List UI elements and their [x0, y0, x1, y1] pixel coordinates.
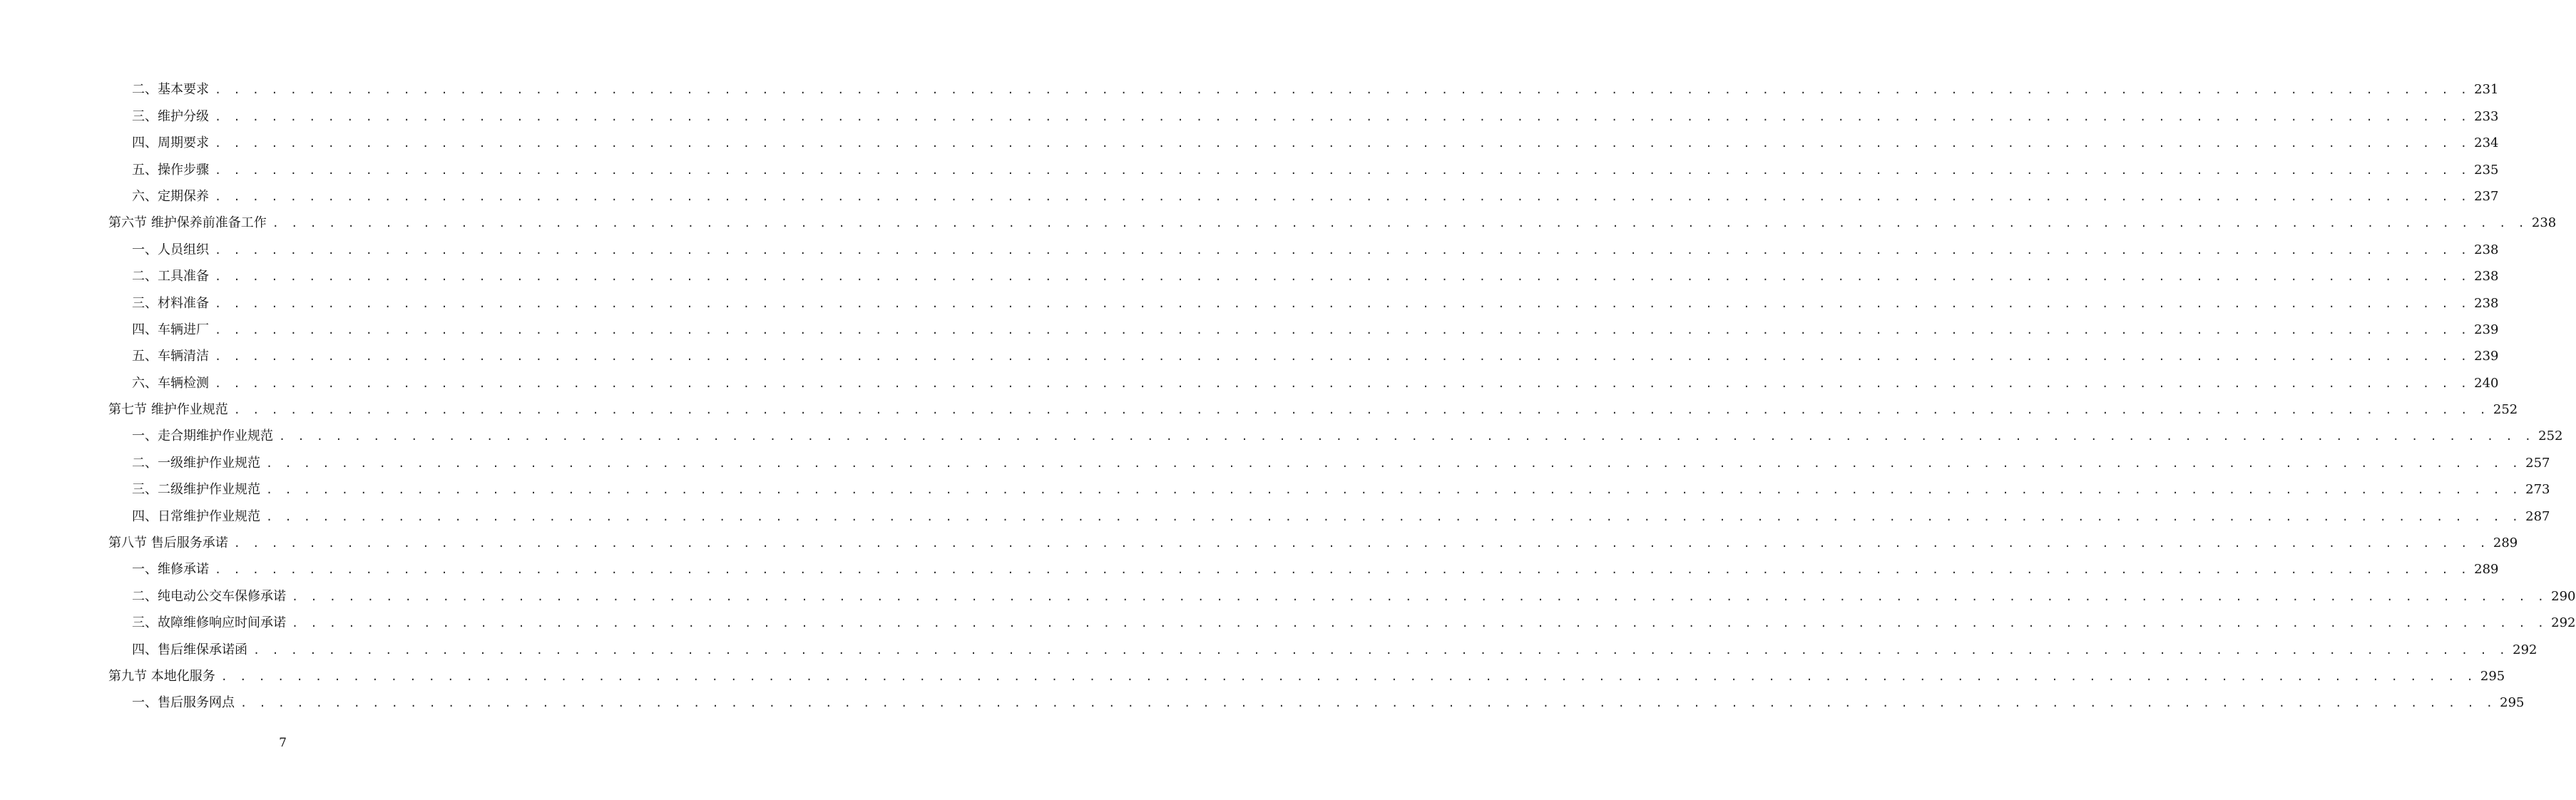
toc-dot-leader: . . . . . . . . . . . . . . . . . . . . . . . . . . . . . . . . . . . . . . . . . . . . . . . . . . . . . . . . . . . . . . . . . . . . . . . . . . . . . . . . . . . . . . . . . . . . . . . . . . . . . . . . . . . . . . . . . . . . . . . . — [253, 643, 2509, 657]
toc-entry-title: 三、二级维护作业规范 — [132, 482, 260, 498]
toc-dot-leader: . . . . . . . . . . . . . . . . . . . . . . . . . . . . . . . . . . . . . . . . . . . . . . . . . . . . . . . . . . . . . . . . . . . . . . . . . . . . . . . . . . . . . . . . . . . . . . . . . . . . . . . . . . . . . . . . . . . . . . . . — [220, 670, 2476, 683]
toc-dot-leader: . . . . . . . . . . . . . . . . . . . . . . . . . . . . . . . . . . . . . . . . . . . . . . . . . . . . . . . . . . . . . . . . . . . . . . . . . . . . . . . . . . . . . . . . . . . . . . . . . . . . . . . . . . . . . . . . . . . . . . . . — [215, 297, 2470, 310]
toc-entry-page: 295 — [2500, 695, 2525, 711]
toc-section-entry[interactable] — [108, 391, 2518, 418]
toc-subsection-entry[interactable] — [108, 312, 2499, 338]
toc-entry-page: 238 — [2474, 295, 2499, 311]
toc-entry-page: 289 — [2474, 562, 2499, 578]
toc-entry-page: 233 — [2474, 108, 2499, 124]
toc-entry-title: 二、一级维护作业规范 — [132, 455, 260, 471]
toc-entry-page: 238 — [2474, 242, 2499, 257]
toc-entry-title: 第八节 售后服务承诺 — [108, 535, 228, 551]
toc-entry-title: 第六节 维护保养前准备工作 — [108, 215, 267, 231]
toc-dot-leader: . . . . . . . . . . . . . . . . . . . . . . . . . . . . . . . . . . . . . . . . . . . . . . . . . . . . . . . . . . . . . . . . . . . . . . . . . . . . . . . . . . . . . . . . . . . . . . . . . . . . . . . . . . . . . . . . . . . . . . . . — [215, 137, 2470, 150]
toc-entry-title: 第九节 本地化服务 — [108, 668, 215, 684]
toc-subsection-entry[interactable] — [108, 444, 2550, 471]
toc-subsection-entry[interactable] — [108, 364, 2499, 391]
toc-subsection-entry[interactable] — [108, 258, 2499, 284]
toc-dot-leader: . . . . . . . . . . . . . . . . . . . . . . . . . . . . . . . . . . . . . . . . . . . . . . . . . . . . . . . . . . . . . . . . . . . . . . . . . . . . . . . . . . . . . . . . . . . . . . . . . . . . . . . . . . . . . . . . . . . . . . . . — [215, 110, 2470, 123]
toc-dot-leader: . . . . . . . . . . . . . . . . . . . . . . . . . . . . . . . . . . . . . . . . . . . . . . . . . . . . . . . . . . . . . . . . . . . . . . . . . . . . . . . . . . . . . . . . . . . . . . . . . . . . . . . . . . . . . . . . . . . . . . . . — [215, 163, 2470, 177]
toc-entry-page: 239 — [2474, 349, 2499, 364]
toc-subsection-entry[interactable] — [108, 284, 2499, 311]
toc-dot-leader: . . . . . . . . . . . . . . . . . . . . . . . . . . . . . . . . . . . . . . . . . . . . . . . . . . . . . . . . . . . . . . . . . . . . . . . . . . . . . . . . . . . . . . . . . . . . . . . . . . . . . . . . . . . . . . . . . . . . . . . . — [233, 404, 2489, 417]
toc-entry-title: 六、车辆检测 — [132, 375, 209, 391]
toc-entry-title: 二、纯电动公交车保修承诺 — [132, 588, 286, 604]
toc-dot-leader: . . . . . . . . . . . . . . . . . . . . . . . . . . . . . . . . . . . . . . . . . . . . . . . . . . . . . . . . . . . . . . . . . . . . . . . . . . . . . . . . . . . . . . . . . . . . . . . . . . . . . . . . . . . . . . . . . . . . . . . . — [266, 483, 2522, 497]
toc-entry-title: 一、售后服务网点 — [132, 695, 235, 711]
toc-entry-title: 二、工具准备 — [132, 269, 209, 284]
toc-entry-title: 四、售后维保承诺函 — [132, 642, 247, 657]
toc-dot-leader: . . . . . . . . . . . . . . . . . . . . . . . . . . . . . . . . . . . . . . . . . . . . . . . . . . . . . . . . . . . . . . . . . . . . . . . . . . . . . . . . . . . . . . . . . . . . . . . . . . . . . . . . . . . . . . . . . . . . . . . . — [272, 217, 2528, 230]
toc-dot-leader: . . . . . . . . . . . . . . . . . . . . . . . . . . . . . . . . . . . . . . . . . . . . . . . . . . . . . . . . . . . . . . . . . . . . . . . . . . . . . . . . . . . . . . . . . . . . . . . . . . . . . . . . . . . . . . . . . . . . . . . . — [215, 376, 2470, 390]
toc-dot-leader: . . . . . . . . . . . . . . . . . . . . . . . . . . . . . . . . . . . . . . . . . . . . . . . . . . . . . . . . . . . . . . . . . . . . . . . . . . . . . . . . . . . . . . . . . . . . . . . . . . . . . . . . . . . . . . . . . . . . . . . . — [215, 190, 2470, 203]
toc-subsection-entry[interactable] — [108, 631, 2537, 657]
toc-entry-title: 一、走合期维护作业规范 — [132, 429, 273, 444]
toc-section-entry[interactable] — [108, 658, 2505, 684]
toc-dot-leader: . . . . . . . . . . . . . . . . . . . . . . . . . . . . . . . . . . . . . . . . . . . . . . . . . . . . . . . . . . . . . . . . . . . . . . . . . . . . . . . . . . . . . . . . . . . . . . . . . . . . . . . . . . . . . . . . . . . . . . . . — [292, 617, 2547, 630]
toc-entry-page: 290 — [2551, 588, 2576, 604]
toc-dot-leader: . . . . . . . . . . . . . . . . . . . . . . . . . . . . . . . . . . . . . . . . . . . . . . . . . . . . . . . . . . . . . . . . . . . . . . . . . . . . . . . . . . . . . . . . . . . . . . . . . . . . . . . . . . . . . . . . . . . . . . . . — [266, 456, 2522, 470]
toc-entry-title: 一、人员组织 — [132, 242, 209, 257]
toc-subsection-entry[interactable] — [108, 71, 2499, 98]
toc-dot-leader: . . . . . . . . . . . . . . . . . . . . . . . . . . . . . . . . . . . . . . . . . . . . . . . . . . . . . . . . . . . . . . . . . . . . . . . . . . . . . . . . . . . . . . . . . . . . . . . . . . . . . . . . . . . . . . . . . . . . . . . . — [215, 350, 2470, 364]
toc-dot-leader: . . . . . . . . . . . . . . . . . . . . . . . . . . . . . . . . . . . . . . . . . . . . . . . . . . . . . . . . . . . . . . . . . . . . . . . . . . . . . . . . . . . . . . . . . . . . . . . . . . . . . . . . . . . . . . . . . . . . . . . . — [215, 83, 2470, 97]
toc-entry-page: 231 — [2474, 82, 2499, 98]
toc-subsection-entry[interactable] — [108, 178, 2499, 205]
page-number: 7 — [279, 736, 287, 750]
toc-subsection-entry[interactable] — [108, 471, 2550, 498]
toc-entry-page: 252 — [2493, 402, 2518, 418]
toc-entry-title: 三、故障维修响应时间承诺 — [132, 615, 286, 631]
toc-dot-leader: . . . . . . . . . . . . . . . . . . . . . . . . . . . . . . . . . . . . . . . . . . . . . . . . . . . . . . . . . . . . . . . . . . . . . . . . . . . . . . . . . . . . . . . . . . . . . . . . . . . . . . . . . . . . . . . . . . . . . . . . — [292, 590, 2547, 603]
toc-section-entry[interactable] — [108, 205, 2557, 231]
toc-entry-title: 五、操作步骤 — [132, 162, 209, 178]
toc-entry-page: 238 — [2474, 269, 2499, 284]
toc-entry-title: 三、维护分级 — [132, 108, 209, 124]
toc-entry-page: 292 — [2551, 615, 2576, 631]
toc-dot-leader: . . . . . . . . . . . . . . . . . . . . . . . . . . . . . . . . . . . . . . . . . . . . . . . . . . . . . . . . . . . . . . . . . . . . . . . . . . . . . . . . . . . . . . . . . . . . . . . . . . . . . . . . . . . . . . . . . . . . . . . . — [240, 697, 2496, 710]
toc-subsection-entry[interactable] — [108, 231, 2499, 257]
toc-subsection-entry[interactable] — [108, 125, 2499, 151]
toc-dot-leader: . . . . . . . . . . . . . . . . . . . . . . . . . . . . . . . . . . . . . . . . . . . . . . . . . . . . . . . . . . . . . . . . . . . . . . . . . . . . . . . . . . . . . . . . . . . . . . . . . . . . . . . . . . . . . . . . . . . . . . . . — [266, 510, 2522, 523]
toc-subsection-entry[interactable] — [108, 684, 2525, 711]
toc-entry-page: 289 — [2493, 535, 2518, 551]
toc-entry-page: 295 — [2480, 668, 2505, 684]
toc-entry-page: 287 — [2525, 508, 2550, 524]
toc-subsection-entry[interactable] — [108, 418, 2563, 444]
toc-entry-title: 第七节 维护作业规范 — [108, 402, 228, 418]
toc-section-entry[interactable] — [108, 525, 2518, 551]
toc-subsection-entry[interactable] — [108, 338, 2499, 364]
toc-entry-page: 235 — [2474, 162, 2499, 178]
toc-subsection-entry[interactable] — [108, 98, 2499, 124]
toc-dot-leader: . . . . . . . . . . . . . . . . . . . . . . . . . . . . . . . . . . . . . . . . . . . . . . . . . . . . . . . . . . . . . . . . . . . . . . . . . . . . . . . . . . . . . . . . . . . . . . . . . . . . . . . . . . . . . . . . . . . . . . . . — [215, 243, 2470, 257]
toc-subsection-entry[interactable] — [108, 605, 2576, 631]
toc-entry-title: 二、基本要求 — [132, 82, 209, 98]
toc-entry-page: 273 — [2525, 482, 2550, 498]
toc-dot-leader: . . . . . . . . . . . . . . . . . . . . . . . . . . . . . . . . . . . . . . . . . . . . . . . . . . . . . . . . . . . . . . . . . . . . . . . . . . . . . . . . . . . . . . . . . . . . . . . . . . . . . . . . . . . . . . . . . . . . . . . . — [215, 563, 2470, 577]
toc-entry-page: 292 — [2513, 642, 2537, 657]
toc-entry-title: 六、定期保养 — [132, 188, 209, 204]
toc-entry-page: 237 — [2474, 188, 2499, 204]
toc-entry-page: 234 — [2474, 135, 2499, 151]
toc-entry-title: 五、车辆清洁 — [132, 349, 209, 364]
toc-entry-page: 239 — [2474, 322, 2499, 337]
toc-dot-leader: . . . . . . . . . . . . . . . . . . . . . . . . . . . . . . . . . . . . . . . . . . . . . . . . . . . . . . . . . . . . . . . . . . . . . . . . . . . . . . . . . . . . . . . . . . . . . . . . . . . . . . . . . . . . . . . . . . . . . . . . — [279, 430, 2535, 443]
toc-dot-leader: . . . . . . . . . . . . . . . . . . . . . . . . . . . . . . . . . . . . . . . . . . . . . . . . . . . . . . . . . . . . . . . . . . . . . . . . . . . . . . . . . . . . . . . . . . . . . . . . . . . . . . . . . . . . . . . . . . . . . . . . — [215, 270, 2470, 284]
toc-entry-page: 240 — [2474, 375, 2499, 391]
toc-subsection-entry[interactable] — [108, 578, 2576, 604]
toc-entry-title: 四、周期要求 — [132, 135, 209, 151]
toc-entry-title: 一、维修承诺 — [132, 562, 209, 578]
toc-entry-title: 四、日常维护作业规范 — [132, 508, 260, 524]
toc-entry-title: 三、材料准备 — [132, 295, 209, 311]
toc-entry-page: 238 — [2531, 215, 2557, 231]
toc-entry-page: 257 — [2525, 455, 2550, 471]
toc-subsection-entry[interactable] — [108, 498, 2550, 524]
toc-subsection-entry[interactable] — [108, 551, 2499, 578]
toc-entry-title: 四、车辆进厂 — [132, 322, 209, 337]
toc-dot-leader: . . . . . . . . . . . . . . . . . . . . . . . . . . . . . . . . . . . . . . . . . . . . . . . . . . . . . . . . . . . . . . . . . . . . . . . . . . . . . . . . . . . . . . . . . . . . . . . . . . . . . . . . . . . . . . . . . . . . . . . . — [215, 323, 2470, 337]
toc-entry-page: 252 — [2538, 429, 2563, 444]
table-of-contents — [108, 71, 2576, 711]
toc-dot-leader: . . . . . . . . . . . . . . . . . . . . . . . . . . . . . . . . . . . . . . . . . . . . . . . . . . . . . . . . . . . . . . . . . . . . . . . . . . . . . . . . . . . . . . . . . . . . . . . . . . . . . . . . . . . . . . . . . . . . . . . . — [233, 537, 2489, 550]
toc-subsection-entry[interactable] — [108, 151, 2499, 178]
